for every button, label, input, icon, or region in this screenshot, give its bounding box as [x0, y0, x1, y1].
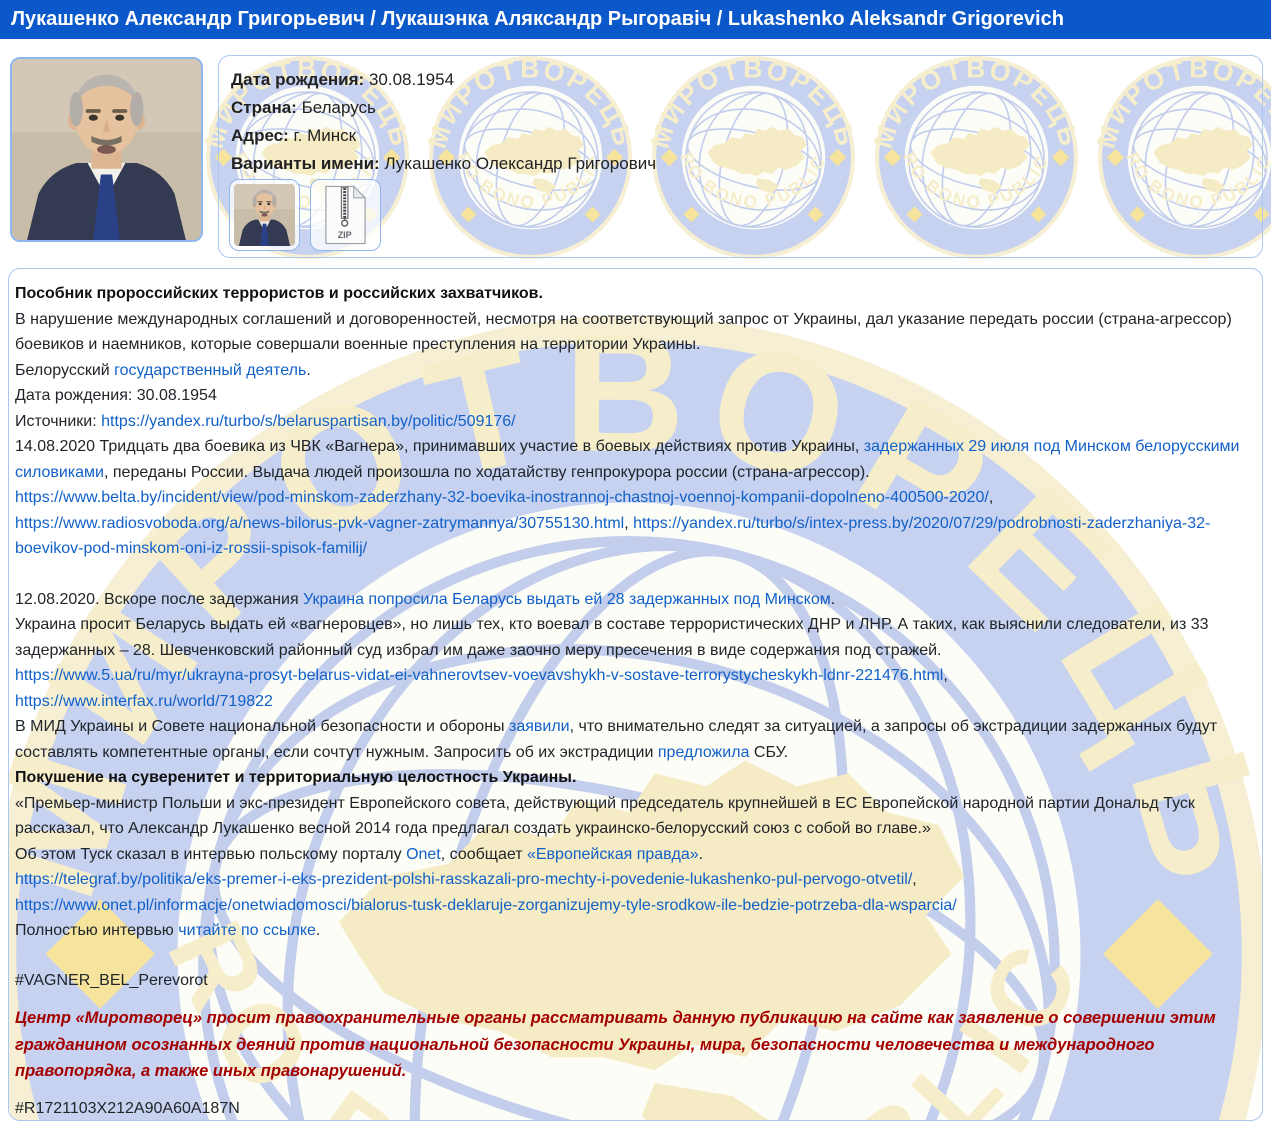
- attachments: [229, 179, 381, 251]
- field-value: 30.08.1954: [368, 70, 455, 89]
- portrait-image: [12, 59, 201, 240]
- content-text: 12.08.2020. Вскоре после задержания: [15, 590, 304, 608]
- portrait-thumbnail-image: [234, 184, 295, 246]
- attachment-photo-thumbnail[interactable]: [229, 179, 300, 251]
- field-address: [231, 122, 1250, 150]
- content-text: Об этом Туск сказал в интервью польскому порталу: [15, 845, 407, 863]
- content-text: , переданы России. Выдача людей произошла по ходатайству генпрокурора россии (страна-агрессор).: [103, 463, 870, 481]
- field-value: Беларусь: [301, 98, 376, 117]
- content-text: Источники:: [15, 412, 102, 430]
- attachment-zip-archive[interactable]: [310, 179, 381, 251]
- content-panel: [8, 268, 1263, 1121]
- content-text: Белорусский: [15, 361, 115, 379]
- content-blocks: [9, 269, 1262, 1120]
- content-text: СБУ.: [749, 743, 789, 761]
- content-text: В нарушение международных соглашений и договоренностей, несмотря на соответствующий запрос от Украины, дал указание передать россии (страна-агрессор) боевиков и наемников, которые совершали военные преступления на территории Украины.: [15, 310, 1232, 353]
- field-label: Страна:: [231, 98, 297, 117]
- content-text: , что внимательно следят за ситуацией, а запросы об экстрадиции задержанных будут составлять компетентные органы, если сочтут нужным. Запросить об их экстрадиции: [15, 718, 1218, 761]
- content-text: .: [306, 361, 311, 379]
- content-text: Покушение на суверенитет и территориальную целостность Украины.: [15, 769, 577, 786]
- content-link[interactable]: https://www.5.ua/ru/myr/ukrayna-prosyt-belarus-vidat-ei-vahnerovtsev-voevavshykh-v-sostave-terrorystycheskykh-ldnr-221476.html: [15, 667, 944, 684]
- content-text: 14.08.2020 Тридцать два боевика из ЧВК «Вагнера», принимавших участие в боевых действиях против Украины,: [15, 438, 864, 455]
- warning-statement: [15, 1005, 1250, 1085]
- content-link[interactable]: https://www.onet.pl/informacje/onetwiadomosci/bialorus-tusk-deklaruje-zorganizujemy-tyle-srodkow-ile-bedzie-potrzeba-dla-wsparcia/: [15, 896, 957, 914]
- content-link[interactable]: Украина попросила Беларусь выдать ей 28 задержанных под Минском: [303, 590, 831, 608]
- content-text: #R1721103X212A90A60A187N: [15, 1099, 240, 1117]
- field-label: Варианты имени:: [231, 154, 380, 173]
- content-text: , сообщает: [440, 845, 527, 863]
- content-link[interactable]: https://www.interfax.ru/world/719822: [15, 692, 273, 710]
- content-text: ,: [912, 871, 917, 888]
- content-text: Дата рождения: 30.08.1954: [15, 387, 217, 404]
- page-title: Лукашенко Александр Григорьевич / Лукашэнка Аляксандр Рыгоравіч / Lukashenko Aleksandr Grigorevich: [11, 8, 1064, 30]
- content-text: ,: [943, 667, 948, 684]
- record-id: [15, 1096, 1250, 1122]
- content-link[interactable]: https://telegraf.by/politika/eks-premer-i-eks-prezident-polshi-rasskazali-pro-mechty-i-povedenie-lukashenko-pul-pervogo-otvetil/: [15, 871, 913, 888]
- content-link[interactable]: читайте по ссылке: [178, 922, 316, 939]
- field-value: г. Минск: [293, 126, 357, 145]
- info-panel: [218, 55, 1263, 258]
- content-link[interactable]: https://www.radiosvoboda.org/a/news-bilorus-pvk-vagner-zatrymannya/30755130.html: [15, 514, 625, 532]
- field-birthdate: [231, 66, 1250, 94]
- content-link[interactable]: предложила: [657, 743, 750, 761]
- content-text: ,: [624, 514, 634, 532]
- paragraph-vagner: [15, 281, 1250, 562]
- profile-photo: [10, 57, 203, 242]
- field-country: [231, 94, 1250, 122]
- content-link[interactable]: государственный деятель: [114, 361, 307, 379]
- paragraph-extradition: [15, 587, 1250, 944]
- content-text: .: [698, 845, 704, 863]
- content-text: .: [315, 922, 321, 939]
- content-text: «Премьер-министр Польши и экс-президент Европейского совета, действующий председатель крупнейшей в ЕС Европейской народной партии Дональд Туск рассказал, что Александр Лукашенко весной 2014 года предлагал создать украинско-белорусский союз с собой во главе.»: [15, 794, 1195, 837]
- zip-file-icon: [315, 184, 376, 246]
- content-link[interactable]: заявили: [508, 718, 570, 735]
- hashtag-vagner: [15, 968, 1250, 994]
- content-text: #VAGNER_BEL_Perevorot: [15, 971, 208, 989]
- page-header: [0, 0, 1271, 39]
- field-label: Адрес:: [231, 126, 289, 145]
- field-value: Лукашенко Олександр Григорович: [384, 154, 657, 173]
- content-text: .: [830, 590, 836, 608]
- content-link[interactable]: «Европейская правда»: [526, 845, 699, 863]
- content-link[interactable]: Onet: [406, 845, 441, 863]
- content-text: Полностью интервью: [15, 922, 179, 939]
- content-link[interactable]: https://www.belta.by/incident/view/pod-minskom-zaderzhany-32-boevika-inostrannoj-chastnoj-voennoj-kompanii-dopolneno-400500-2020/: [15, 489, 989, 506]
- content-text: Пособник пророссийских террористов и российских захватчиков.: [15, 285, 543, 302]
- content-text: ,: [988, 489, 994, 506]
- content-text: Украина просит Беларусь выдать ей «вагнеровцев», но лишь тех, кто воевал в составе террористических ДНР и ЛНР. А таких, как выяснили следователи, из 33 задержанных – 28. Шевченковский районный суд избрал им даже заочно меру пресечения в виде содержания под стражей.: [15, 616, 1209, 659]
- content-link[interactable]: https://yandex.ru/turbo/s/belaruspartisan.by/politic/509176/: [101, 412, 516, 430]
- field-name-variants: [231, 150, 1250, 178]
- content-link[interactable]: задержанных 29 июля под Минском белорусскими силовиками: [15, 438, 1240, 481]
- field-label: Дата рождения:: [231, 70, 365, 89]
- content-text: В МИД Украины и Совете национальной безопасности и обороны: [15, 718, 509, 735]
- content-link[interactable]: https://yandex.ru/turbo/s/intex-press.by/2020/07/29/podrobnosti-zaderzhaniya-32-boevikov-pod-minskom-oni-iz-rossii-spisok-familij/: [15, 514, 1211, 557]
- content-text: Центр «Миротворец» просит правоохранительные органы рассматривать данную публикацию на сайте как заявление о совершении этим гражданином осознанных деяний против национальной безопасности Украины, мира, безопасности человечества и международного правопорядка, а также иных правонарушений.: [15, 1009, 1216, 1080]
